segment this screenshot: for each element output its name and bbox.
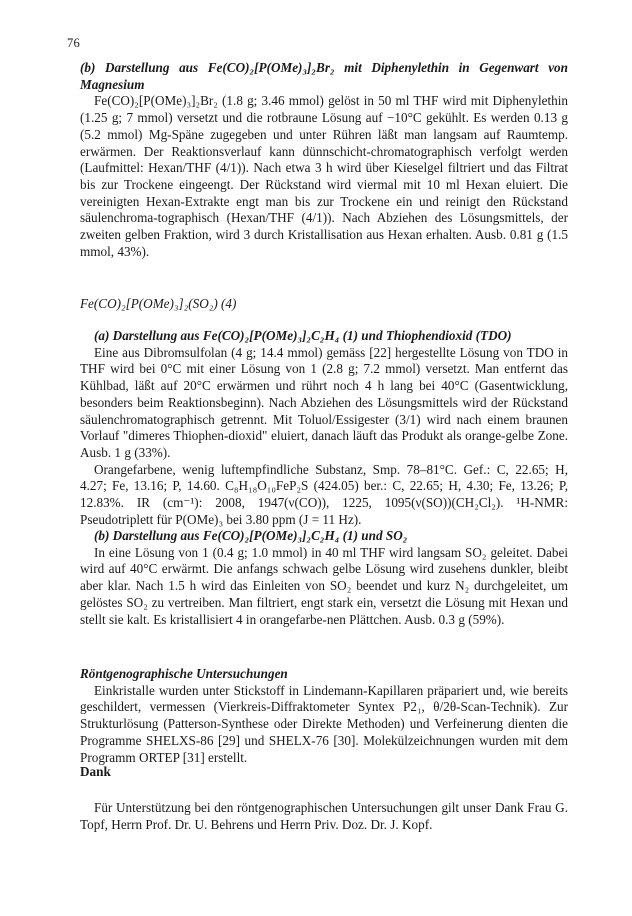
acknowledgements-body: Für Unterstützung bei den röntgenographischen Untersuchungen gilt unser Dank Frau G. Topf, Herrn Prof. Dr. U. Behrens und Herrn Priv. Doz. Dr. J. Kopf. bbox=[80, 800, 568, 832]
section-body: Fe(CO)₂[P(OMe)₃]₂Br₂ (1.8 g; 3.46 mmol) gelöst in 50 ml THF wird mit Diphenylethin (1.25 g; 7 mmol) versetzt und die rotbraune Lösung auf −10°C gekühlt. Es werden 0.13 g (5.2 mmol) Mg-Späne zugegeben und unter Rühren läßt man langsam auf Raumtemp. erwärmen. Der Reaktionsverlauf kann dünnschicht-chromatographisch verfolgt werden (Laufmittel: Hexan/THF (4/1)). Nach etwa 3 h wird über Kieselgel filtriert und das Filtrat bis zur Trockene eingeengt. Der Rückstand wird viermal mit 10 ml Hexan eluiert. Die vereinigten Hexan-Extrakte engt man bis zur Trockene ein und reinigt den Rückstand säulenchroma-tographisch (Hexan/THF (4/1)). Nach Abziehen des Lösungsmittels, der zweiten gelben Fraktion, wird 3 durch Kristallisation aus Hexan erhalten. Ausb. 0.81 g (1.5 mmol, 43%). bbox=[80, 93, 568, 259]
acknowledgements bbox=[80, 800, 568, 833]
section-body: Einkristalle wurden unter Stickstoff in Lindemann-Kapillaren präpariert und, wie bereits geschildert, vermessen (Vierkreis-Diffraktometer Syntex P2₁, θ/2θ-Scan-Technik). Zur Strukturlösung (Patterson-Synthese oder Direkte Methoden) und Verfeinerung dienten die Programme SHELXS-86 [29] und SHELX-76 [30]. Molekülzeichnungen wurden mit dem Programm ORTEP [31] erstellt. bbox=[80, 682, 568, 765]
acknowledgements-heading: Dank bbox=[80, 764, 111, 779]
section-title: (b) Darstellung aus Fe(CO)₂[P(OMe)₃]₂Br₂ mit Diphenylethin in Gegenwart von Magnesium bbox=[80, 60, 568, 92]
section-title: (b) Darstellung aus Fe(CO)₂[P(OMe)₃]₂C₂H₄ (1) und SO₂ bbox=[94, 528, 408, 543]
section-body-characterization: Orangefarbene, wenig luftempfindliche Substanz, Smp. 78–81°C. Gef.: C, 22.65; H, 4.27; Fe, 13.16; P, 14.60. C₈H₁₈O₁₀FeP₂S (424.05) ber.: C, 22.65; H, 4.30; Fe, 13.26; P, 12.83%. IR (cm⁻¹): 2008, 1947(ν(CO)), 1225, 1095(ν(SO))(CH₂Cl₂). ¹H-NMR: Pseudotriplett für P(OMe)₃ bei 3.80 ppm (J = 11 Hz). bbox=[80, 461, 568, 527]
section-b-so2 bbox=[80, 528, 568, 628]
section-body: Eine aus Dibromsulfolan (4 g; 14.4 mmol) gemäss [22] hergestellte Lösung von TDO in THF wird bei 0°C mit einer Lösung von 1 (2.8 g; 7.2 mmol) versetzt. Man entfernt das Kühlbad, läßt auf 20°C erwärmen und rührt noch 4 h lang bei 40°C (Gasentwicklung, besonders beim Reaktionsbeginn). Nach Abziehen des Lösungsmittels wird der Rückstand säulenchromatographisch getrennt. Mit Toluol/Essigester (3/1) wird nach einem braunen Vorlauf "dimeres Thiophen-dioxid" eluiert, danach läuft das Produkt als orange-gelbe Zone. Ausb. 1 g (33%). bbox=[80, 344, 568, 460]
compound-heading: Fe(CO)₂[P(OMe)₃]₂(SO₂) (4) bbox=[80, 296, 237, 311]
page-number: 76 bbox=[67, 36, 81, 50]
section-title: (a) Darstellung aus Fe(CO)₂[P(OMe)₃]₂C₂H₄ (1) und Thiophendioxid (TDO) bbox=[94, 328, 512, 343]
acknowledgements-heading-block bbox=[80, 764, 568, 781]
section-title: Röntgenographische Untersuchungen bbox=[80, 666, 288, 681]
section-b-diphenylethin bbox=[80, 60, 568, 260]
section-body: In eine Lösung von 1 (0.4 g; 1.0 mmol) in 40 ml THF wird langsam SO₂ geleitet. Dabei wird auf 40°C erwärmt. Die anfangs schwach gelbe Lösung wird zusehens dunkler, bleibt aber klar. Nach 1.5 h wird das Einleiten von SO₂ beendet und kurz N₂ durchgeleitet, um gelöstes SO₂ zu vertreiben. Man filtriert, engt stark ein, versetzt die Lösung mit Hexan und stellt sie kalt. Es kristallisiert 4 in orangefarbe-nen Plättchen. Ausb. 0.3 g (59%). bbox=[80, 544, 568, 627]
section-xray bbox=[80, 666, 568, 766]
section-a-tdo bbox=[80, 328, 568, 528]
compound-4-heading-block bbox=[80, 296, 568, 313]
